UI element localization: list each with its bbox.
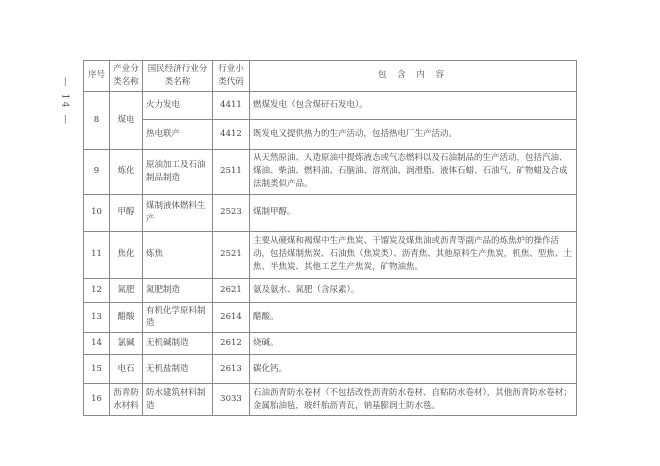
seq-cell: 11 <box>84 231 110 278</box>
code-cell: 2523 <box>213 194 250 231</box>
code-cell: 2614 <box>213 302 250 333</box>
header-seq: 序号 <box>84 61 110 92</box>
page-number: — 14 — <box>59 76 71 127</box>
table-row <box>84 278 577 302</box>
content-cell: 燃煤发电（包含煤矸石发电）。 <box>250 91 577 119</box>
code-cell: 4412 <box>213 119 250 149</box>
sector-cell: 无机盐制造 <box>143 355 213 384</box>
content-cell: 醋酸。 <box>250 302 577 333</box>
industry-cell: 煤电 <box>110 91 143 149</box>
code-cell: 2511 <box>213 149 250 194</box>
industry-cell: 电石 <box>110 355 143 384</box>
table-row <box>84 384 577 416</box>
sector-cell: 氮肥制造 <box>143 278 213 302</box>
table-row <box>84 91 577 119</box>
header-code: 行业小类代码 <box>213 61 250 92</box>
code-cell: 2613 <box>213 355 250 384</box>
sector-cell: 煤制液体燃料生产 <box>143 194 213 231</box>
table-header-row <box>84 61 577 92</box>
sector-cell: 防水建筑材料制造 <box>143 384 213 416</box>
table-row <box>84 194 577 231</box>
header-sector-name: 国民经济行业分类名称 <box>143 61 213 92</box>
seq-cell: 14 <box>84 333 110 355</box>
seq-cell: 12 <box>84 278 110 302</box>
code-cell: 2612 <box>213 333 250 355</box>
table-row <box>84 119 577 149</box>
content-cell: 石油沥青防水卷材（不包括改性沥青防水卷材、自粘防水卷材），其他沥青防水卷材；金属胎油毡，玻纤胎沥青瓦，钠基膨润土防水毯。 <box>250 384 577 416</box>
seq-cell: 10 <box>84 194 110 231</box>
content-cell: 碳化钙。 <box>250 355 577 384</box>
industry-cell: 炼化 <box>110 149 143 194</box>
table-row <box>84 355 577 384</box>
sector-cell: 有机化学原料制造 <box>143 302 213 333</box>
industry-cell: 氯碱 <box>110 333 143 355</box>
table-row <box>84 333 577 355</box>
sector-cell: 无机碱制造 <box>143 333 213 355</box>
content-cell: 既发电又提供热力的生产活动，包括热电厂生产活动。 <box>250 119 577 149</box>
seq-cell: 16 <box>84 384 110 416</box>
content-cell: 主要从硬煤和褐煤中生产焦炭、干馏炭及煤焦油或沥青等副产品的炼焦炉的操作活动，包括煤制焦炭、石油焦（焦炭类）、沥青焦、其他原料生产焦炭，机焦、型焦、土焦、半焦炭、其他工艺生产焦炭，矿物油焦。 <box>250 231 577 278</box>
industry-classification-table <box>83 60 577 416</box>
sector-cell: 火力发电 <box>143 91 213 119</box>
code-cell: 4411 <box>213 91 250 119</box>
seq-cell: 15 <box>84 355 110 384</box>
header-content: 包 含 内 容 <box>250 61 577 92</box>
content-cell: 烧碱。 <box>250 333 577 355</box>
table-row <box>84 302 577 333</box>
content-cell: 从天然原油、人造原油中提炼液态或气态燃料以及石油制品的生产活动，包括汽油、煤油、柴油、燃料油、石脑油、溶剂油、润滑脂、液体石蜡、石油气、矿物蜡及合成法制类似产品。 <box>250 149 577 194</box>
sector-cell: 热电联产 <box>143 119 213 149</box>
content-cell: 煤制甲醇。 <box>250 194 577 231</box>
industry-cell: 甲醇 <box>110 194 143 231</box>
sector-cell: 炼焦 <box>143 231 213 278</box>
header-industry-name: 产业分类名称 <box>110 61 143 92</box>
table-row <box>84 149 577 194</box>
seq-cell: 8 <box>84 91 110 149</box>
industry-cell: 沥青防水材料 <box>110 384 143 416</box>
code-cell: 3033 <box>213 384 250 416</box>
industry-cell: 焦化 <box>110 231 143 278</box>
industry-cell: 氮肥 <box>110 278 143 302</box>
seq-cell: 13 <box>84 302 110 333</box>
code-cell: 2621 <box>213 278 250 302</box>
content-cell: 氨及氨水、氮肥（含尿素）。 <box>250 278 577 302</box>
code-cell: 2521 <box>213 231 250 278</box>
sector-cell: 原油加工及石油制品制造 <box>143 149 213 194</box>
industry-cell: 醋酸 <box>110 302 143 333</box>
seq-cell: 9 <box>84 149 110 194</box>
table-row <box>84 231 577 278</box>
